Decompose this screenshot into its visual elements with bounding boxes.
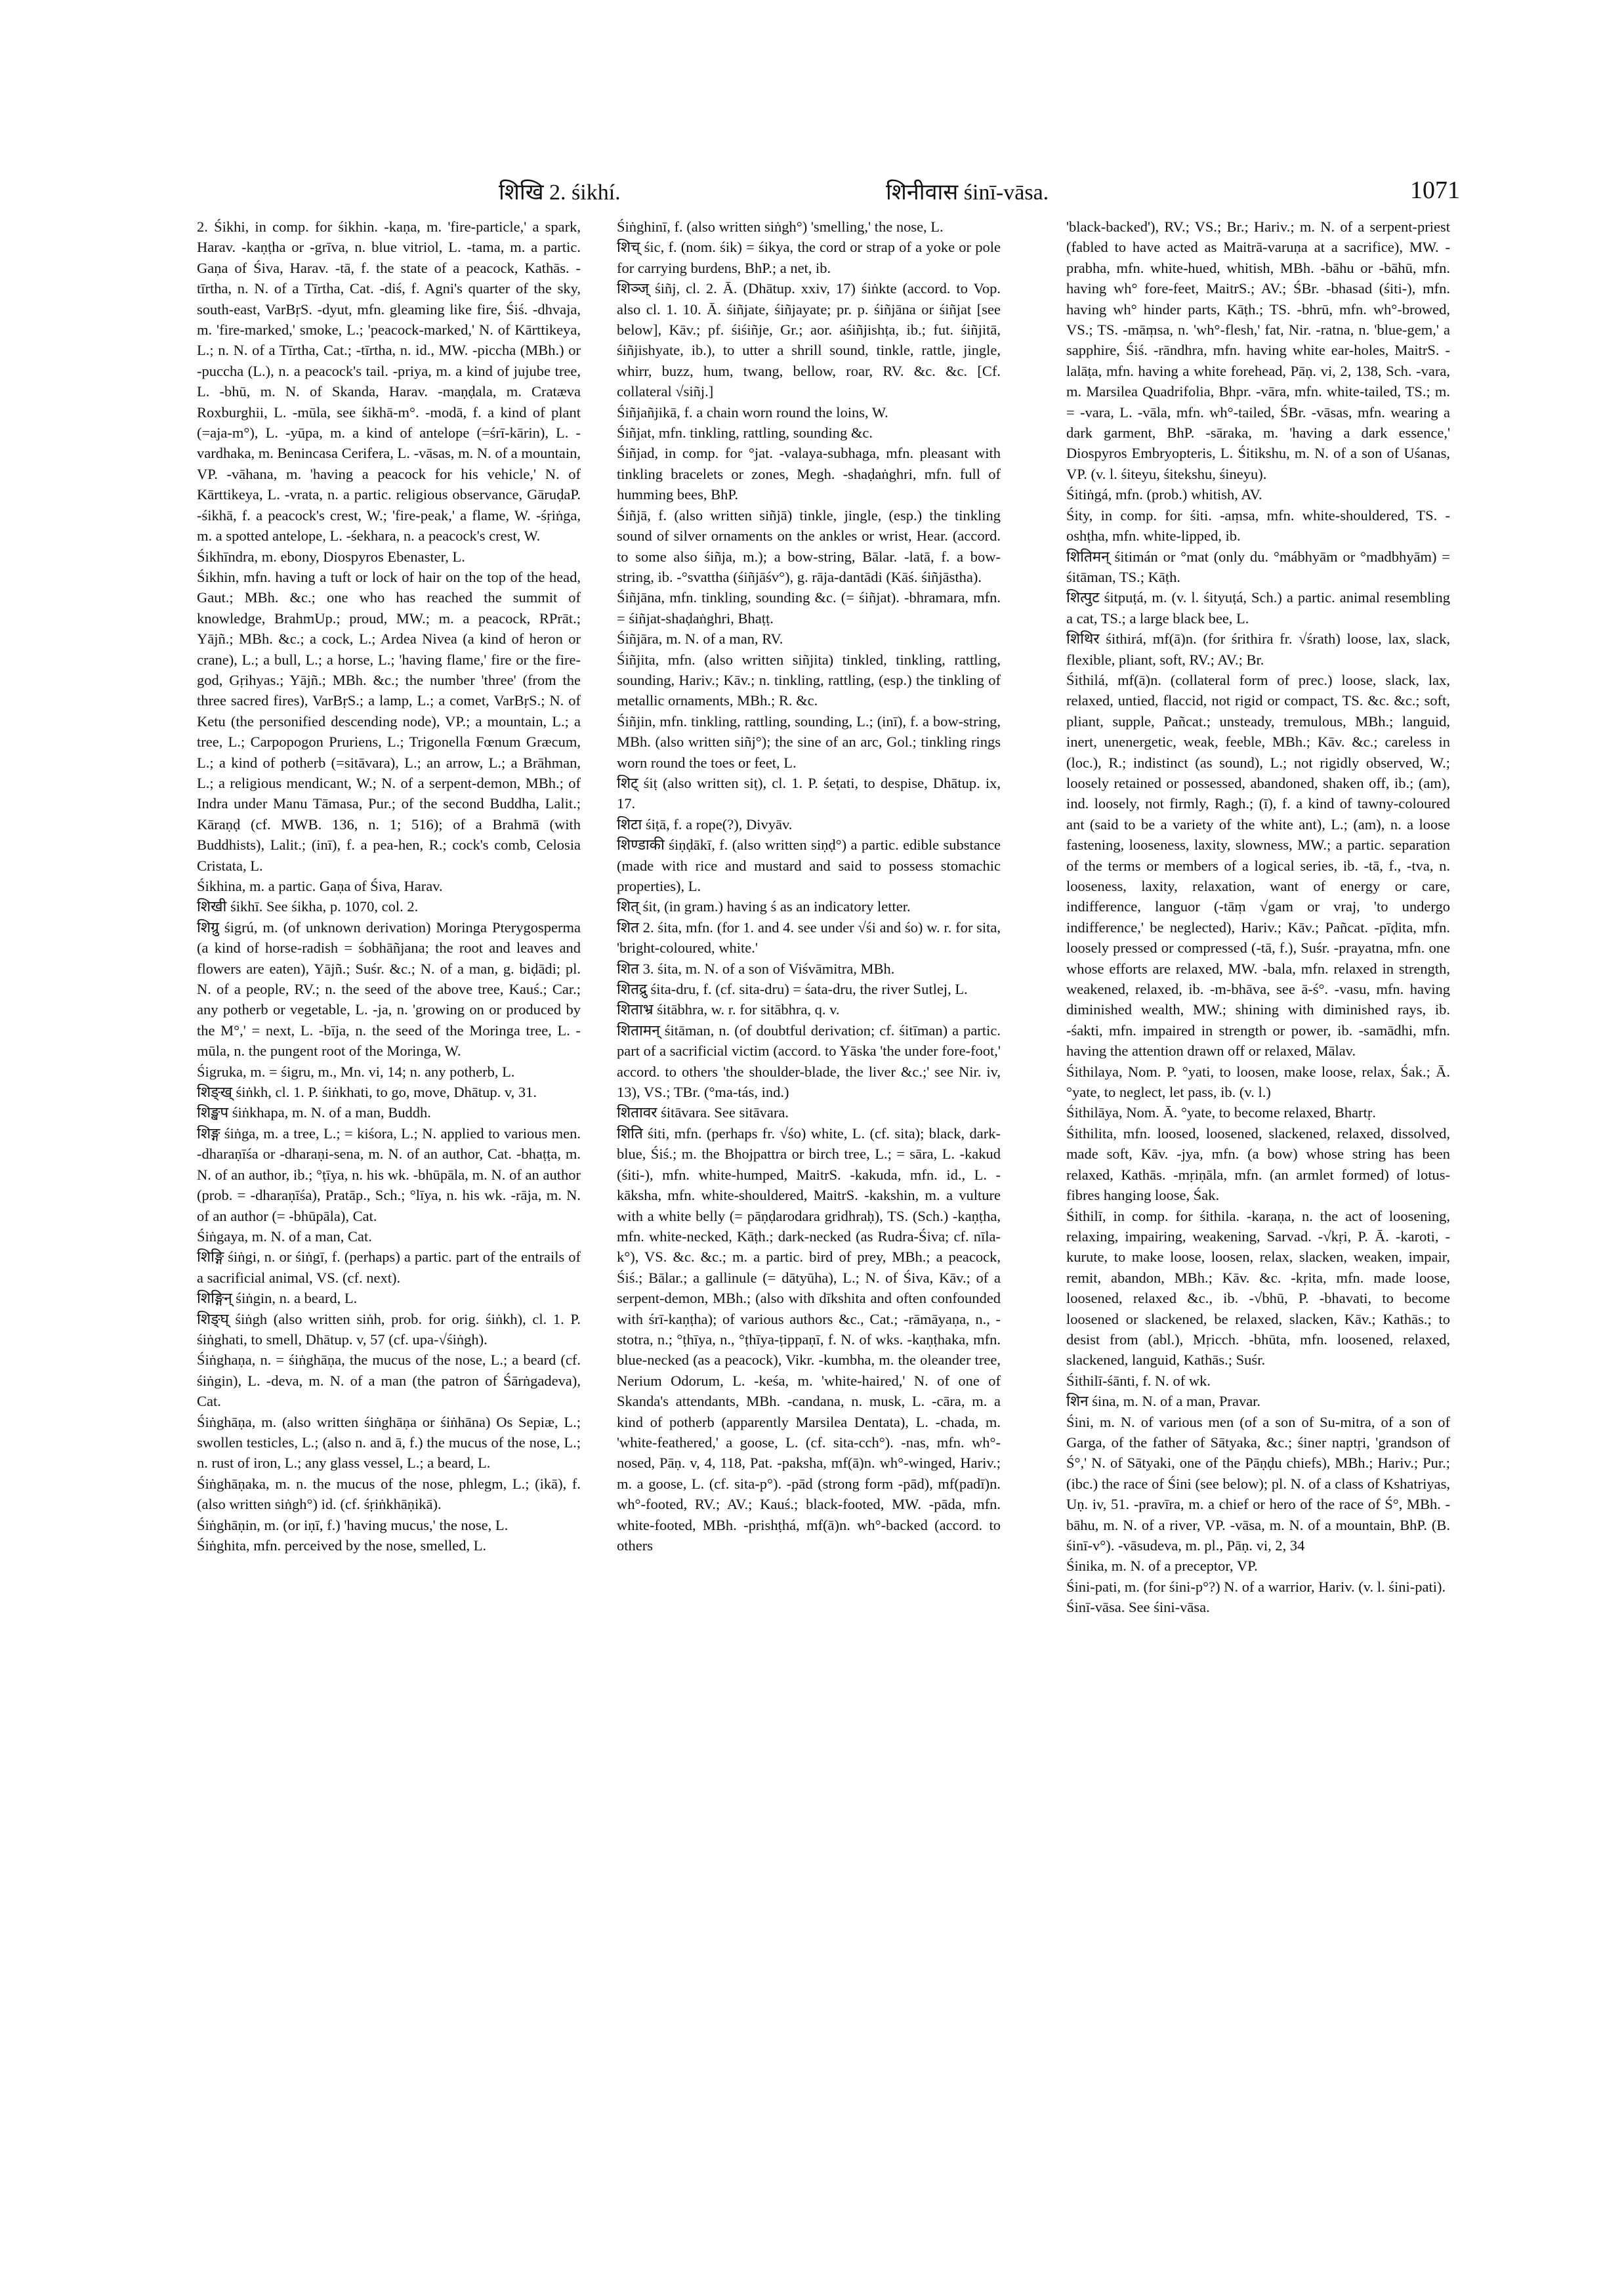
- dictionary-entry: शिथिर śithirá, mf(ā)n. (for śrithira fr. √śrath) loose, lax, slack, flexible, pliant, soft, RV.; AV.; Br.: [1066, 631, 1450, 668]
- header-left-guideword: शिखि 2. śikhí.: [499, 180, 621, 205]
- dictionary-entry: शितामन् śitāman, n. (of doubtful derivation; cf. śitīman) a partic. part of a sacrificial victim (accord. to Yāska 'the under fore-foot,' accord. to others 'the shoulder-blade, the liver &c.;' see Nir. iv, 13), VS.; TBr. (°ma-tás, ind.): [617, 1022, 1001, 1101]
- dictionary-entry: Śinī-vāsa. See śini-vāsa.: [1066, 1599, 1210, 1616]
- dictionary-entry: शिङ्ग śiṅga, m. a tree, L.; = kiśora, L.; N. applied to various men. -dharaṇīśa or -dharaṇi-sena, m. N. of an author, Cat. -bhaṭṭa, m. N. of an author, ib.; °ṭīya, n. his wk. -bhūpāla, m. N. of an author (prob. = -dharaṇīśa), Pratāp., Sch.; °līya, n. his wk. -rāja, m. N. of an author (= -bhūpāla), Cat.: [197, 1125, 581, 1224]
- dictionary-entry: 'black-backed'), RV.; VS.; Br.; Hariv.; m. N. of a serpent-priest (fabled to have acted as Maitrā-varuṇa at a sacrifice), MW. -prabha, mfn. white-hued, whitish, MBh. -bāhu or -bāhū, mfn. having wh° fore-feet, MaitrS.; AV.; ŚBr. -bhasad (śiti-), mfn. having wh° hinder parts, Kāṭh.; TS. -bhrū, mfn. wh°-browed, VS.; TS. -māṃsa, n. 'wh°-flesh,' fat, Nir. -ratna, n. 'blue-gem,' a sapphire, Śiś. -rāndhra, mfn. having white ear-holes, MaitrS. -lalāṭa, mfn. having a white forehead, Pāṇ. vi, 2, 138, Sch. -vara, m. Marsilea Quadrifolia, Bhpr. -vāra, mfn. white-tailed, TS.; m. = -vara, L. -vāla, mfn. wh°-tailed, ŚBr. -vāsas, mfn. wearing a dark garment, BhP. -sāraka, m. 'having a dark essence,' Diospyros Embryopteris, L. Śitikshu, m. N. of a son of Uśanas, VP. (v. l. śiteyu, śitekshu, śineyu).: [1066, 218, 1450, 482]
- dictionary-entry: Śigruka, m. = śigru, m., Mn. vi, 14; n. any potherb, L.: [197, 1063, 515, 1080]
- dictionary-entry: Śiṅghaṇa, n. = śiṅghāṇa, the mucus of the nose, L.; a beard (cf. śiṅgin), L. -deva, m. N. of a man (the patron of Śārṅgadeva), Cat.: [197, 1352, 581, 1410]
- dictionary-entry: Śithilī, in comp. for śithila. -karaṇa, n. the act of loosening, relaxing, impairing, weakening, Sarvad. -√kṛi, P. Ā. -karoti, -kurute, to make loose, loosen, relax, slacken, weaken, impair, remit, abandon, MBh.; Kāv. &c. -kṛita, mfn. made loose, loosened, relaxed &c., ib. -√bhū, P. -bhavati, to become loosened or slackened, be relaxed, slacken, Kāv.; Kathās.; to desist from (abl.), Mṛicch. -bhūta, mfn. loosened, relaxed, slackened, languid, Kathās.; Suśr.: [1066, 1207, 1450, 1369]
- dictionary-entry: शिखी śikhī. See śikha, p. 1070, col. 2.: [197, 898, 419, 915]
- dictionary-entry: शिति śiti, mfn. (perhaps fr. √śo) white, L. (cf. sita); black, dark-blue, Śiś.; m. the Bhojpattra or birch tree, L.; = sāra, L. -kakud (śiti-), mfn. white-humped, MaitrS. -kakuda, mfn. id., L. -kāksha, mfn. white-shouldered, MaitrS. -kakshin, m. a vulture with a white belly (= pāṇḍarodara gridhraḥ), TS. (Sch.) -kaṇṭha, mfn. white-necked, Kāṭh.; dark-necked (as Rudra-Śiva; cf. nīla-k°), VS. &c. &c.; m. a partic. bird of prey, MBh.; a peacock, Śiś.; Bālar.; a gallinule (= dātyūha), L.; N. of Śiva, Kāv.; of a serpent-demon, MBh.; (also with dīkshita and often confounded with śrī-kaṇṭha); of various authors &c., Cat.; -rāmāyaṇa, n., -stotra, n.; °ṭhīya, n., °ṭhīya-ṭippaṇī, f. N. of wks. -kaṇṭhaka, mfn. blue-necked (as a peacock), Vikr. -kumbha, m. the oleander tree, Nerium Odorum, L. -keśa, m. 'white-haired,' N. of one of Skanda's attendants, MBh. -candana, n. musk, L. -cāra, m. a kind of potherb (apparently Marsilea Dentata), L. -chada, m. 'white-feathered,' a goose, L. (cf. sita-cch°). -nas, mfn. wh°-nosed, Pāṇ. v, 4, 118, Pat. -paksha, mf(ā)n. wh°-winged, Hariv.; m. a goose, L. (cf. sita-p°). -pād (strong form -pād), mf(padī)n. wh°-footed, RV.; AV.; Kauś.; black-footed, MW. -pāda, mfn. white-footed, MBh. -prishṭhá, mf(ā)n. wh°-backed (accord. to others: [617, 1125, 1001, 1554]
- dictionary-entry: Śiñjat, mfn. tinkling, rattling, sounding &c.: [617, 424, 873, 442]
- dictionary-entry: शित 2. śita, mfn. (for 1. and 4. see under √śi and śo) w. r. for sita, 'bright-coloured, white.': [617, 919, 1001, 957]
- dictionary-entry: Śithilī-śānti, f. N. of wk.: [1066, 1372, 1211, 1389]
- dictionary-entry: Śiṅghāṇa, m. (also written śiṅghāṇa or śiṅhāna) Os Sepiæ, L.; swollen testicles, L.; (also n. and ā, f.) the mucus of the nose, L.; n. rust of iron, L.; any glass vessel, L.; a beard, L.: [197, 1413, 581, 1472]
- dictionary-entry: शिङ्गिन् śiṅgin, n. a beard, L.: [197, 1290, 358, 1307]
- dictionary-entry: शितद्रु śita-dru, f. (cf. sita-dru) = śata-dru, the river Sutlej, L.: [617, 981, 968, 998]
- dictionary-entry: शिग्रु śigrú, m. (of unknown derivation) Moringa Pterygosperma (a kind of horse-radish = śobhāñjana; the root and leaves and flowers are eaten), Yājñ.; Suśr. &c.; N. of a man, g. biḍādi; pl. N. of a people, RV.; n. the seed of the above tree, Kauś.; Car.; any potherb or vegetable, L. -ja, n. 'growing on or produced by the M°,' = next, L. -bīja, n. the seed of the Moringa tree, L. -mūla, n. the pungent root of the Moringa, W.: [197, 919, 581, 1060]
- dictionary-entry: शित्पुट śitpuṭá, m. (v. l. śityuṭá, Sch.) a partic. animal resembling a cat, TS.; a large black bee, L.: [1066, 589, 1450, 627]
- page-header: [197, 176, 1460, 209]
- dictionary-entry: Śiṅghāṇaka, m. n. the mucus of the nose, phlegm, L.; (ikā), f. (also written siṅgh°) id. (cf. śṛiṅkhāṇikā).: [197, 1475, 581, 1513]
- dictionary-entry: Śithilāya, Nom. Ā. °yate, to become relaxed, Bhartṛ.: [1066, 1104, 1376, 1121]
- dictionary-entry: शिन śina, m. N. of a man, Pravar.: [1066, 1393, 1261, 1410]
- dictionary-entry: Śithilaya, Nom. P. °yati, to loosen, make loose, relax, Śak.; Ā. °yate, to neglect, let pass, ib. (v. l.): [1066, 1063, 1450, 1101]
- dictionary-entry: शित 3. śita, m. N. of a son of Viśvāmitra, MBh.: [617, 960, 895, 977]
- dictionary-entry: Śithilita, mfn. loosed, loosened, slackened, relaxed, dissolved, made soft, Kāv. -jya, mfn. (a bow) whose string has been relaxed, Kathās. -mṛiṇāla, mfn. (an armlet formed) of lotus-fibres hanging loose, Śak.: [1066, 1125, 1450, 1204]
- dictionary-entry: शिताभ्र śitābhra, w. r. for sitābhra, q. v.: [617, 1001, 840, 1018]
- dictionary-entry: Śitiṅgá, mfn. (prob.) whitish, AV.: [1066, 486, 1262, 503]
- dictionary-entry: शिङ्घ् śiṅgh (also written siṅh, prob. for orig. śiṅkh), cl. 1. P. śiṅghati, to smell, Dhātup. v, 57 (cf. upa-√śiṅgh).: [197, 1310, 581, 1348]
- dictionary-entry: Śiñjin, mfn. tinkling, rattling, sounding, L.; (inī), f. a bow-string, MBh. (also written siñj°); the sine of an arc, Gol.; tinkling rings worn round the toes or feet, L.: [617, 713, 1001, 771]
- dictionary-entry: शितिमन् śitimán or °mat (only du. °mábhyām or °madbhyām) = śitāman, TS.; Kāṭh.: [1066, 548, 1450, 585]
- dictionary-entry: Śikhina, m. a partic. Gaṇa of Śiva, Harav.: [197, 878, 443, 894]
- dictionary-entry: Śinika, m. N. of a preceptor, VP.: [1066, 1558, 1258, 1575]
- header-right-guideword: शिनीवास śinī-vāsa.: [886, 180, 1049, 205]
- column-1: [197, 217, 581, 2270]
- dictionary-entry: शित् śit, (in gram.) having ś as an indicatory letter.: [617, 898, 911, 915]
- page-number: 1071: [1410, 176, 1460, 204]
- dictionary-entry: Śiñjita, mfn. (also written siñjita) tinkled, tinkling, rattling, sounding, Hariv.; Kāv.; n. tinkling, rattling, (esp.) the tinkling of metallic ornaments, MBh.; R. &c.: [617, 651, 1001, 709]
- dictionary-entry: Śiṅgaya, m. N. of a man, Cat.: [197, 1228, 372, 1245]
- column-2: [617, 217, 1001, 2270]
- dictionary-entry: शिङ्ख् śiṅkh, cl. 1. P. śiṅkhati, to go, move, Dhātup. v, 31.: [197, 1084, 537, 1101]
- dictionary-entry: 2. Śikhi, in comp. for śikhin. -kaṇa, m. 'fire-particle,' a spark, Harav. -kaṇṭha or -grīva, n. blue vitriol, L. -tama, m. a partic. Gaṇa of Śiva, Harav. -tā, f. the state of a peacock, Kathās. -tīrtha, n. N. of a Tīrtha, Cat. -diś, f. Agni's quarter of the sky, south-east, VarBṛS. -dyut, mfn. gleaming like fire, Śiś. -dhvaja, m. 'fire-marked,' smoke, L.; 'peacock-marked,' N. of Kārttikeya, L.; n. N. of a Tīrtha, Cat.; -tīrtha, n. id., MW. -piccha (MBh.) or -puccha (L.), n. a peacock's tail. -priya, m. a kind of jujube tree, L. -bhū, m. N. of Skanda, Harav. -maṇḍala, m. Cratæva Roxburghii, L. -mūla, see śikhā-m°. -modā, f. a kind of plant (=aja-m°), L. -yūpa, m. a kind of antelope (=śrī-kārin), L. -vardhaka, m. Benincasa Cerifera, L. -vāsas, m. N. of a mountain, VP. -vāhana, m. 'having a peacock for his vehicle,' N. of Kārttikeya, L. -vrata, n. a partic. religious observance, GāruḍaP. -śikhā, f. a peacock's crest, W.; 'fire-peak,' a flame, W. -śṛiṅga, m. a spotted antelope, L. -śekhara, n. a peacock's crest, W.: [197, 218, 581, 545]
- dictionary-entry: शिण्डाकी śiṇḍākī, f. (also written siṇḍ°) a partic. edible substance (made with rice and mustard and said to possess stomachic properties), L.: [617, 837, 1001, 894]
- dictionary-entry: Śiñjad, in comp. for °jat. -valaya-subhaga, mfn. pleasant with tinkling bracelets or zones, Megh. -shaḍaṅghri, mfn. full of humming bees, BhP.: [617, 445, 1001, 503]
- dictionary-entry: Śiñjañjikā, f. a chain worn round the loins, W.: [617, 403, 888, 421]
- dictionary-entry: Śiṅghinī, f. (also written siṅgh°) 'smelling,' the nose, L.: [617, 218, 944, 235]
- column-3: [1066, 217, 1450, 2270]
- dictionary-entry: शिटा śiṭā, f. a rope(?), Divyāv.: [617, 816, 793, 833]
- dictionary-entry: Śikhīndra, m. ebony, Diospyros Ebenaster, L.: [197, 548, 465, 565]
- dictionary-entry: Śiñjāra, m. N. of a man, RV.: [617, 631, 783, 648]
- dictionary-entry: शिङ्गि śiṅgi, n. or śiṅgī, f. (perhaps) a partic. part of the entrails of a sacrificial animal, VS. (cf. next).: [197, 1249, 581, 1286]
- dictionary-entry: Śini-pati, m. (for śini-p°?) N. of a warrior, Hariv. (v. l. śini-pati).: [1066, 1578, 1446, 1595]
- dictionary-entry: Śiṅghita, mfn. perceived by the nose, smelled, L.: [197, 1537, 487, 1554]
- dictionary-entry: Śity, in comp. for śiti. -aṃsa, mfn. white-shouldered, TS. -oshṭha, mfn. white-lipped, ib.: [1066, 507, 1450, 545]
- dictionary-entry: Śiṅghāṇin, m. (or iṇī, f.) 'having mucus,' the nose, L.: [197, 1516, 509, 1533]
- dictionary-entry: शिच् śic, f. (nom. śik) = śikya, the cord or strap of a yoke or pole for carrying burdens, BhP.; a net, ib.: [617, 239, 1001, 276]
- dictionary-entry: Śiñjāna, mfn. tinkling, sounding &c. (= śiñjat). -bhramara, mfn. = śiñjat-shaḍaṅghri, Bhaṭṭ.: [617, 589, 1001, 627]
- dictionary-entry: शितावर śitāvara. See sitāvara.: [617, 1104, 789, 1121]
- dictionary-entry: Śikhin, mfn. having a tuft or lock of hair on the top of the head, Gaut.; MBh. &c.; one who has reached the summit of knowledge, BrahmUp.; proud, MW.; m. a peacock, RPrāt.; Yājñ.; MBh. &c.; a cock, L.; Ardea Nivea (a kind of heron or crane), L.; a bull, L.; a horse, L.; 'having flame,' fire or the fire-god, Gṛihyas.; Yājñ.; MBh. &c.; the number 'three' (from the three sacred fires), VarBṛS.; a lamp, L.; a comet, VarBṛS.; N. of Ketu (the personified descending node), VP.; a mountain, L.; a tree, L.; Carpopogon Pruriens, L.; Trigonella Fœnum Græcum, L.; a kind of potherb (=sitāvara), L.; an arrow, L.; a Brāhman, L.; a religious mendicant, W.; N. of a serpent-demon, MBh.; of Indra under Manu Tāmasa, Pur.; of the second Buddha, Lalit.; Kāraṇḍ (cf. MWB. 136, n. 1; 516); of a Brahmā (with Buddhists), Lalit.; (inī), f. a pea-hen, R.; cock's comb, Celosia Cristata, L.: [197, 568, 581, 874]
- dictionary-entry: Śiñjā, f. (also written siñjā) tinkle, jingle, (esp.) the tinkling sound of silver ornaments on the ankles or wrist, Hear. (accord. to some also śiñja, m.); a bow-string, Bālar. -latā, f. a bow-string, ib. -°svattha (śiñjāśv°), g. rāja-dantādi (Kāś. śiñjāstha).: [617, 507, 1001, 585]
- dictionary-entry: शिञ्ज् śiñj, cl. 2. Ā. (Dhātup. xxiv, 17) śiṅkte (accord. to Vop. also cl. 1. 10. Ā. śiñjate, śiñjayate; pr. p. śiñjāna or śiñjat [see below], Kāv.; pf. śiśiñje, Gr.; aor. aśiñjishṭa, ib.; fut. śiñjitā, śiñjishyate, ib.), to utter a shrill sound, tinkle, rattle, jingle, whirr, buzz, hum, twang, bellow, roar, RV. &c. &c. [Cf. collateral √siñj.]: [617, 280, 1001, 400]
- dictionary-entry: शिट् śiṭ (also written siṭ), cl. 1. P. śeṭati, to despise, Dhātup. ix, 17.: [617, 774, 1001, 812]
- dictionary-entry: Śithilá, mf(ā)n. (collateral form of prec.) loose, slack, lax, relaxed, untied, flaccid, not rigid or compact, TS. &c. &c.; soft, pliant, supple, Pañcat.; unsteady, tremulous, MBh.; languid, inert, unenergetic, weak, feeble, MBh.; Kāv. &c.; careless in (loc.), R.; indistinct (as sound), L.; not rigidly observed, W.; loosely retained or possessed, abandoned, shaken off, ib.; (am), ind. loosely, not firmly, Ragh.; (ī), f. a kind of tawny-coloured ant (said to be a variety of the white ant), L.; (am), n. a loose fastening, looseness, laxity, slowness, MW.; a partic. separation of the terms or members of a logical series, ib. -tā, f., -tva, n. looseness, laxity, relaxation, want of energy or care, indifference, languor (-tāṃ √gam or vraj, 'to undergo indifference,' be neglected), Hariv.; Kāv.; Pañcat. -pīḍita, mfn. loosely pressed or compressed (-tā, f.), Suśr. -prayatna, mfn. one whose efforts are relaxed, MW. -bala, mfn. relaxed in strength, weakened, relaxed, ib. -m-bhāva, see ā-ś°. -vasu, mfn. having diminished wealth, MW.; shining with diminished rays, ib. -śakti, mfn. impaired in strength or power, ib. -samādhi, mfn. having the attention drawn off or relaxed, Mālav.: [1066, 671, 1450, 1060]
- dictionary-entry: Śini, m. N. of various men (of a son of Su-mitra, of a son of Garga, of the father of Sātyaka, &c.; śiner naptṛi, 'grandson of Ś°,' N. of Sātyaki, one of the Pāṇḍu chiefs), MBh.; Hariv.; Pur.; (ibc.) the race of Śini (see below); pl. N. of a class of Kshatriyas, Uṇ. iv, 51. -pravīra, m. a chief or hero of the race of Ś°, MBh. -bāhu, m. N. of a river, VP. -vāsa, m. N. of a mountain, BhP. (B. śinī-v°). -vāsudeva, m. pl., Pāṇ. vi, 2, 34: [1066, 1413, 1450, 1554]
- dictionary-entry: शिङ्खप śiṅkhapa, m. N. of a man, Buddh.: [197, 1104, 431, 1121]
